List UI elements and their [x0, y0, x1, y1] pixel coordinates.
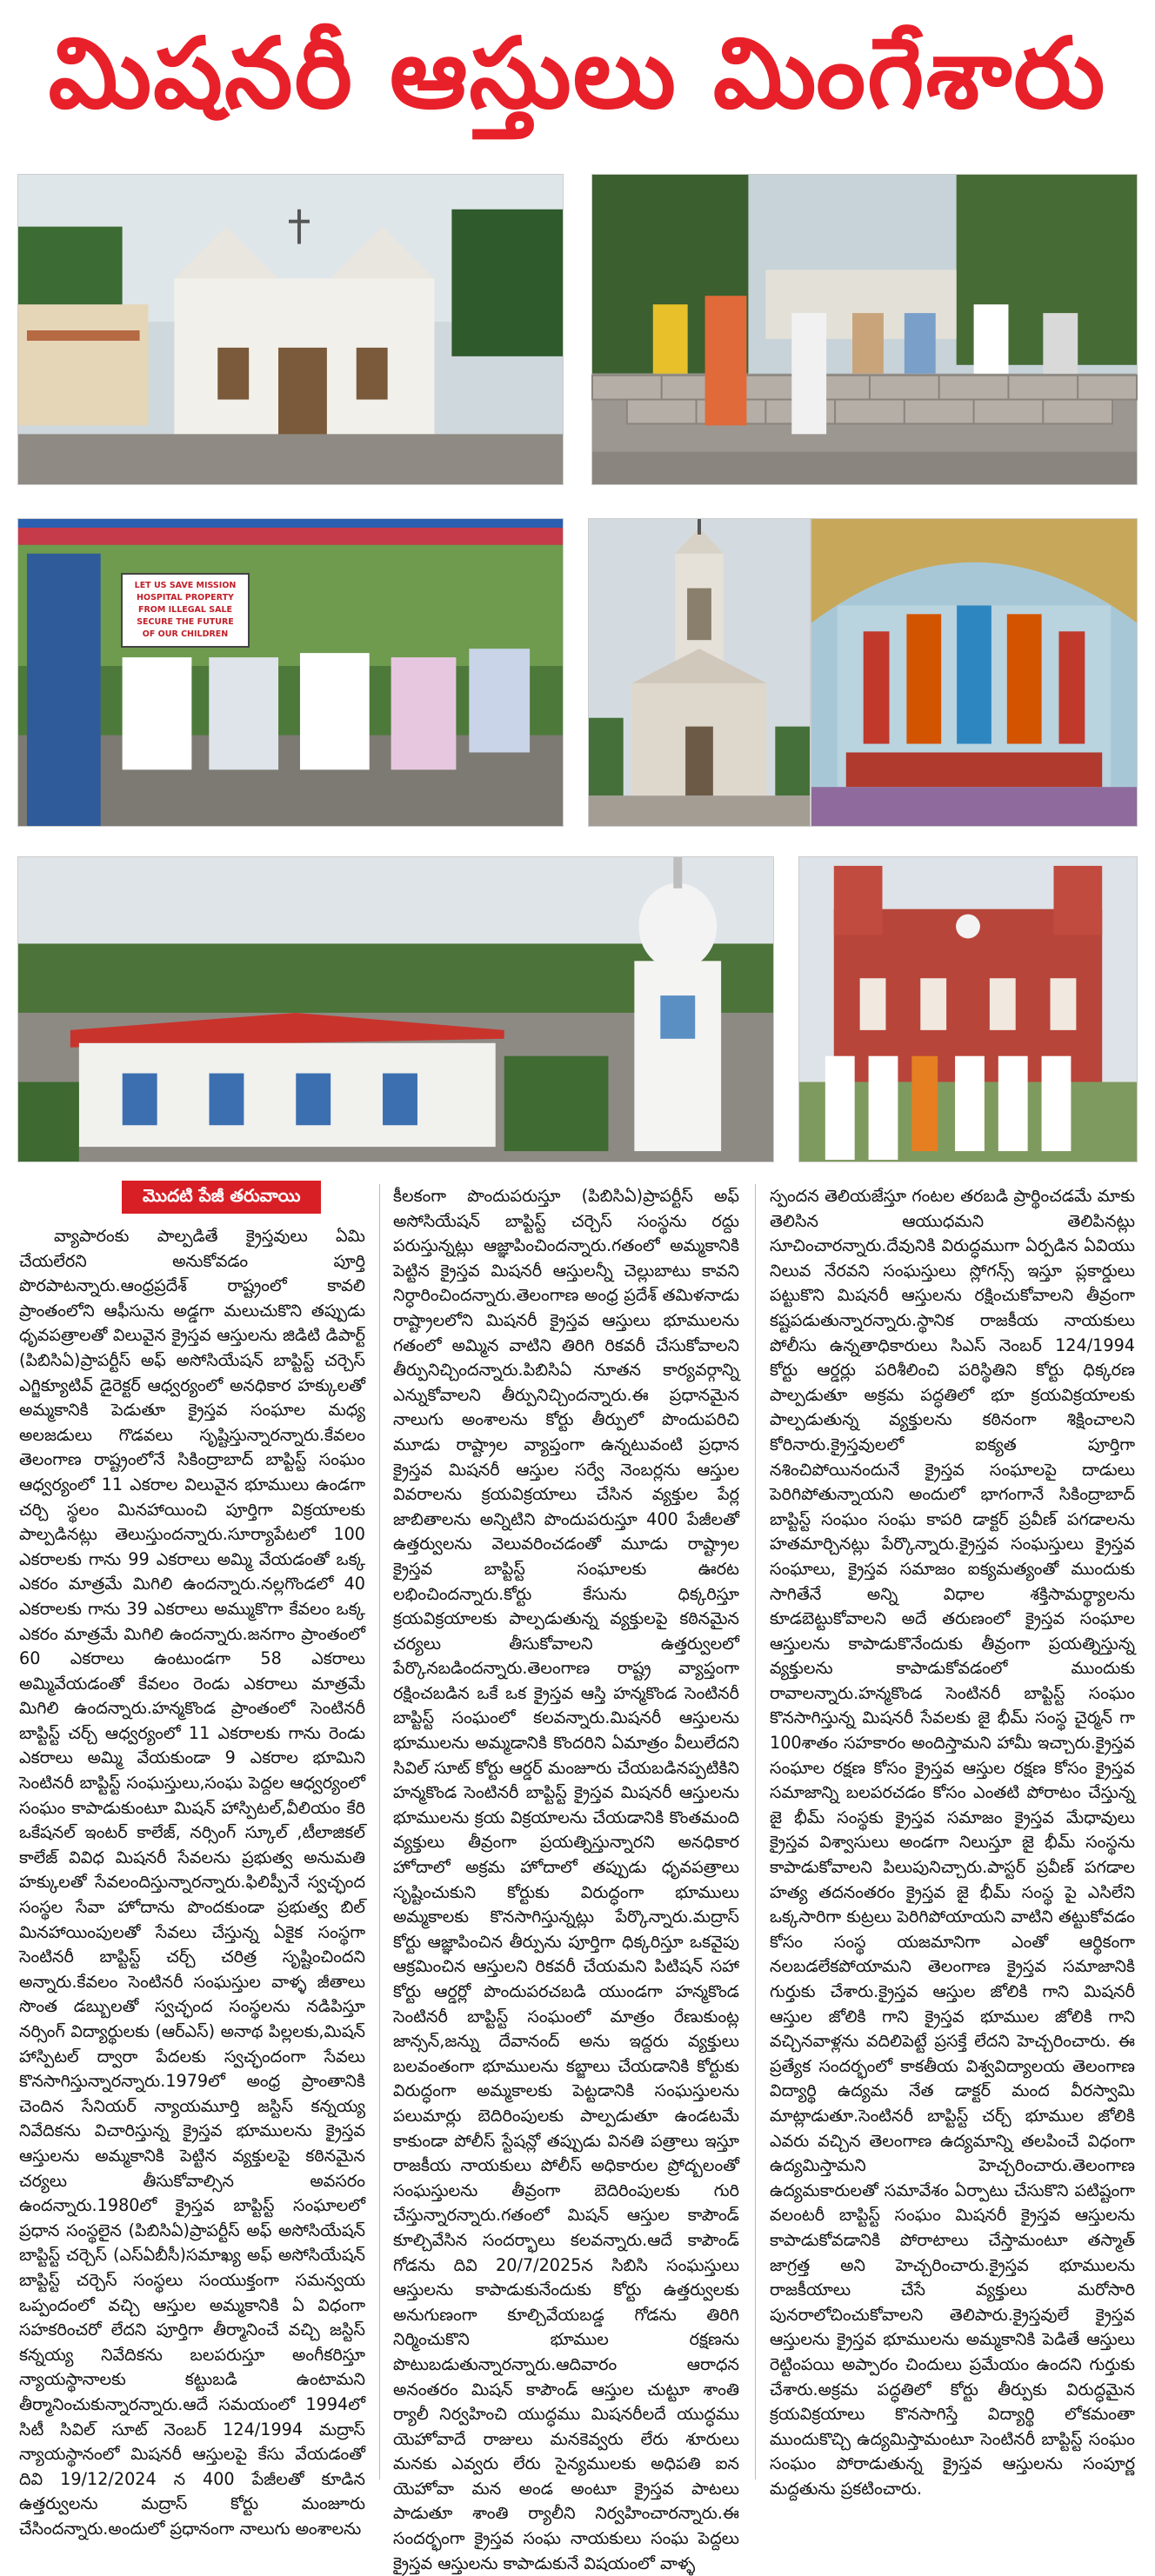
article-paragraph: కీలకంగా పొందుపరుస్తూ (పిబిసిఏ)ప్రాపర్టీస్ అఫ్ అసోసియేషన్ బాప్టిస్ట్ చర్చెస్ సంస్థను రద్దు పరుస్తున్నట్లు ఆజ్ఞాపించిందన్నారు.గతంలో అమ్మకానికి పెట్టిన క్రైస్తవ మిషనరీ ఆస్తులన్నీ చెల్లుబాటు కావని నిర్ధారించిందన్నారు.తెలంగాణ అంధ్ర ప్రదేశ్ తమిళనాడు రాష్ట్రాలలోని మిషనరీ క్రైస్తవ ఆస్తులు భూములను గతంలో అమ్మిన వాటిని తిరిగి రికవరీ చేసుకోవాలని తీర్పునిచ్చిందన్నారు.పిబిసిఏ నూతన కార్యవర్గాన్ని ఎన్నుకోవాలని తీర్పునిచ్చిందన్నారు.ఈ ప్రధానమైన నాలుగు అంశాలను కోర్టు తీర్పులో పొందుపరిచి మూడు రాష్ట్రాల వ్యాప్తంగా ఉన్నటువంటి ప్రధాన క్రైస్తవ మిషనరీ ఆస్తుల సర్వే నెంబర్లను ఆస్తుల వివరాలను క్రయవిక్రయాలు చేసిన వ్యక్తుల పేర్ల జాబితాలను అన్నిటిని పొందుపరుస్తూ 400 పేజీలతో ఉత్తర్వులను వెలువరించడంతో మూడు రాష్ట్రాల క్రైస్తవ బాప్టిస్ట్ సంఘాలకు ఊరట లభించిందన్నారు.కోర్టు కేసును ధిక్కరిస్తూ క్రయవిక్రయాలకు పాల్పడుతున్న వ్యక్తులపై కఠినమైన చర్యలు తీసుకోవాలని ఉత్తర్వులలో పేర్కొనబడిందన్నారు.తెలంగాణ రాష్ట్ర వ్యాప్తంగా రక్షించబడిన ఒకే ఒక క్రైస్తవ ఆస్తి హన్మకొండ సెంటినరీ బాప్టిస్ట్ సంఘంలో కలవన్నారు.మిషనరీ ఆస్తులను భూములను అమ్మడానికి కొందరిని ఏమాత్రం వీలులేదని సివిల్ సూట్ కోర్టు ఆర్డర్ మంజూరు చేయబడినప్పటికిని హన్మకొండ సెంటినరీ బాప్టిస్ట్ క్రైస్తవ మిషనరీ ఆస్తులను భూములను క్రయ విక్రయాలను చేయడానికి కొంతమంది వ్యక్తులు తీవ్రంగా ప్రయత్నిస్తున్నారని అనధికార హోదాలో అక్రమ హోదాలో తప్పుడు ధృవపత్రాలు సృష్టించుకుని కోర్టుకు విరుద్ధంగా భూములు అమ్మకాలకు కొనసాగిస్తున్నట్లు పేర్కొన్నారు.మద్రాస్ కోర్టు ఆజ్ఞాపించిన తీర్పును పూర్తిగా ధిక్కరిస్తూ ఒకవైపు ఆక్రమించిన ఆస్తులని రికవరీ చేయమని పిటిషన్ సహా కోర్టు ఆర్డర్లో పొందుపరచబడి యుండగా హన్మకొండ సెంటినరీ బాప్టిస్ట్ సంఘంలో మాత్రం రేణుకుంట్ల జాన్సన్,జన్ను దేవానంద్ అను ఇద్దరు వ్యక్తులు బలవంతంగా భూములను కబ్జాలు చేయడానికి కోర్టుకు విరుద్ధంగా అమ్మకాలకు పెట్టడానికి సంఘస్తులను పలుమార్లు బెదిరింపులకు పాల్పడుతూ ఉండటమే కాకుండా పోలీస్ స్టేషన్లో తప్పుడు వినతి పత్రాలు ఇస్తూ రాజకీయ నాయకులు పోలీస్ అధికారుల ప్రోద్బలంతో సంఘస్తులను తీవ్రంగా బెదిరింపులకు గురి చేస్తున్నారన్నారు.గతంలో మిషన్ ఆస్తుల కాపౌండ్ కూల్చివేసిన సందర్భాలు కలవన్నారు.ఆదే కాపౌండ్ గోడను దివి 20/7/2025న సిబిసి సంఘస్తులు ఆస్తులను కాపాడుకునేందుకు కోర్టు ఉత్తర్వులకు అనుగుణంగా కూల్చివేయబడ్డ గోడను తిరిగి నిర్మించుకొని భూముల రక్షణను పొటుబడుతున్నారన్నారు.ఆదివారం ఆరాధన అనంతరం మిషన్ కాపౌండ్ ఆస్తుల చుట్టూ శాంతి ర్యాలీ నిర్వహించి యుద్ధము మిషనరీలదే యుద్ధము యెహోవాదే రాజులు మనకెవ్వరు లేరు శూరులు మనకు ఎవ్వరు లేరు సైన్యములకు అధిపతి ఐన యెహోవా మన అండ అంటూ క్రైస్తవ పాటలు పాడుతూ శాంతి ర్యాలీని నిర్వహించారన్నారు.ఈ సందర్భంగా క్రైస్తవ సంఘ నాయకులు సంఘ పెద్దలు క్రైస్తవ ఆస్తులను కాపాడుకునే విషయంలో వాళ్ళ	[393, 1186, 739, 2573]
placard-line-5: OF OUR CHILDREN	[142, 629, 229, 639]
placard-line-1: LET US SAVE MISSION	[134, 581, 237, 590]
protest-placard	[121, 573, 250, 648]
photo-church-interior	[811, 518, 1138, 827]
article-column-3	[770, 1184, 1135, 2499]
headline: మిషనరీ ఆస్తులు మింగేశారు	[48, 17, 1107, 130]
article-column-2	[393, 1184, 739, 2573]
article-paragraph: స్పందన తెలియజేస్తూ గంటల తరబడి ప్రార్థించడమే మాకు తెలిసిన ఆయుధమని తెలిపినట్లు సూచించారన్నారు.దేవునికి విరుద్ధముగా ఏర్పడిన ఏవియు నిలువ నేరవని సంఘస్తులు స్లోగన్స్ ఇస్తూ ప్లకార్డులు పట్టుకొని మిషనరీ ఆస్తులను రక్షించుకోవాలని తీవ్రంగా కష్టపడుతున్నారన్నారు.స్థానిక రాజకీయ నాయకులు పోలీసు ఉన్నతాధికారులు సిఎస్ నెంబర్ 124/1994 కోర్టు ఆర్డర్లు పరిశీలించి పరిస్థితిని కోర్టు ధిక్కరణ పాల్పడుతూ అక్రమ పద్ధతిలో భూ క్రయవిక్రయాలకు పాల్పడుతున్న వ్యక్తులను కఠినంగా శిక్షించాలని కోరినారు.క్రైస్తవులలో ఐక్యత పూర్తిగా నశించిపోయినందునే క్రైస్తవ సంఘాలపై దాడులు పెరిగిపోతున్నాయని అందులో భాగంగానే సికింద్రాబాద్ బాప్టిస్ట్ సంఘం సంఘ కాపరి డాక్టర్ ప్రవీణ్ పగడాలను హతమార్చినట్లు పేర్కొన్నారు.క్రైస్తవ సంఘస్తులు క్రైస్తవ సంఘాలు, క్రైస్తవ సమాజం ఐక్యమత్యంతో ముందుకు సాగితేనే అన్ని విధాల శక్తిసామర్థ్యాలను కూడబెట్టుకోవాలని అదే తరుణంలో క్రైస్తవ సంఘాల ఆస్తులను కాపాడుకొనేందుకు తీవ్రంగా ప్రయత్నిస్తున్న వ్యక్తులను కాపాడుకోవడంలో ముందుకు రావాలన్నారు.హన్మకొండ సెంటినరీ బాప్టిస్ట్ సంఘం కొనసాగిస్తున్న మిషనరీ సేవలకు జై భీమ్ సంస్థ చైర్మన్ గా 100శాతం సహకారం అందిస్తామని హామీ ఇచ్చారు.క్రైస్తవ సంఘాల రక్షణ కోసం క్రైస్తవ ఆస్తుల రక్షణ కోసం క్రైస్తవ సమాజాన్ని బలపరచడం కోసం ఎంతటి పోరాటం చేస్తున్న జై భీమ్ సంస్థకు క్రైస్తవ సమాజం క్రైస్తవ మేధావులు క్రైస్తవ విశ్వాసులు అండగా నిలుస్తూ జై భీమ్ సంస్థను కాపాడుకోవాలని పిలుపునిచ్చారు.పాస్టర్ ప్రవీణ్ పగడాల హత్య తదనంతరం క్రైస్తవ జై భీమ్ సంస్థ పై ఎసిలేని ఒక్కసారిగా కుట్రలు పెరిగిపోయాయని వాటిని తట్టుకోవడం కోసం సంస్థ యజమానిగా ఎంతో ఆర్థికంగా నలబడలేకపోయామని తెలంగాణ క్రైస్తవ సమాజానికి గుర్తుకు చేశారు.క్రైస్తవ ఆస్తుల జోలికి గాని మిషనరీ ఆస్తుల జోలికి గాని క్రైస్తవ భూముల జోలికి గాని వచ్చినవాళ్లను వదిలిపెట్టే ప్రసక్తే లేదని హెచ్చరించారు. ఈ ప్రత్యేక సందర్భంలో కాకతీయ విశ్వవిద్యాలయ తెలంగాణ విద్యార్థి ఉద్యమ నేత డాక్టర్ మంద వీరస్వామి మాట్లాడుతూ.సెంటినరీ బాప్టిస్ట్ చర్చ్ భూముల జోలికి ఎవరు వచ్చిన తెలంగాణ ఉద్యమాన్ని తలపించే విధంగా ఉద్యమిస్తామని హెచ్చరించారు.తెలంగాణ ఉద్యమకారులతో సమావేశం ఏర్పాటు చేసుకొని పటిష్టంగా వలంటరీ బాప్టిస్ట్ సంఘం మిషనరీ క్రైస్తవ ఆస్తులను కాపాడుకోవడానికి పోరాటాలు చేస్తామంటూ తస్మాత్ జాగ్రత్త అని హెచ్చరించారు.క్రైస్తవ భూములను రాజకీయాలు చేసే వ్యక్తులు మరోసారి పునరాలోచించుకోవాలని తెలిపారు.క్రైస్తవులే క్రైస్తవ ఆస్తులను క్రైస్తవ భూములను అమ్మకానికి పెడితే ఆస్తులు రెట్టింపయి అప్పారం చిందులు ప్రమేయం ఉందని గుర్తుకు చేశారు.అక్రమ పద్ధతిలో కోర్టు తీర్పుకు విరుద్ధమైన క్రయవిక్రయాలు కొనసాగిస్తే విద్యార్థి లోకమంతా ముందుకొచ్చి ఉద్యమిస్తామంటూ సెంటినరీ బాప్టిస్ట్ సంఘం సంఘం పోరాడుతున్న క్రైస్తవ ఆస్తులను సంపూర్ణ మద్దతును ప్రకటించారు.	[770, 1186, 1135, 2499]
photo-church-tower	[588, 518, 811, 827]
headline-banner	[0, 0, 1155, 148]
article-paragraph: వ్యాపారంకు పాల్పడితే క్రైస్తవులు ఏమి చేయలేరని అనుకోవడం పూర్తి పొరపాటన్నారు.ఆంధ్రప్రదేశ్ రాష్ట్రంలో కావలి ప్రాంతంలోని ఆఫీసును అడ్డగా మలుచుకొని తప్పుడు ధృవపత్రాలతో విలువైన క్రైస్తవ ఆస్తులను జిడిటి డిపార్ట్ (పిబిసిఏ)ప్రాపర్టీస్ అఫ్ అసోసియేషన్ బాప్టిస్ట్ చర్చెస్ ఎగ్జిక్యూటివ్ డైరెక్టర్ ఆధ్వర్యంలో అనధికార హక్కులతో అమ్మకానికి పెడుతూ క్రైస్తవ సంఘాల మధ్య అలజడులు గొడవలు సృష్టిస్తున్నారన్నారు.కేవలం తెలంగాణ రాష్ట్రంలోనే సికింద్రాబాద్ బాప్టిస్ట్ సంఘం ఆధ్వర్యంలో 11 ఎకరాల విలువైన భూములు ఉండగా చర్చి స్థలం మినహాయించి పూర్తిగా విక్రయాలకు పాల్పడినట్లు తెలుస్తుందన్నారు.సూర్యాపేటలో 100 ఎకరాలకు గాను 99 ఎకరాలు అమ్మి వేయడంతో ఒక్క ఎకరం మాత్రమే మిగిలి ఉందన్నారు.నల్లగొండలో 40 ఎకరాలకు గాను 39 ఎకరాలు అమ్ముకొగా కేవలం ఒక్క ఎకరం మాత్రమే మిగిలి ఉందన్నారు.జనగాం ప్రాంతంలో 60 ఎకరాలు ఉంటుండగా 58 ఎకరాలు అమ్మివేయడంతో కేవలం రెండు ఎకరాలు మాత్రమే మిగిలి ఉందన్నారు.హన్మకొండ ప్రాంతంలో సెంటినరీ బాప్టిస్ట్ చర్చ్ ఆధ్వర్యంలో 11 ఎకరాలకు గాను రెండు ఎకరాలు అమ్మి వేయకుండా 9 ఎకరాల భూమిని సెంటినరీ బాప్టిస్ట్ సంఘస్తులు,సంఘ పెద్దల ఆధ్వర్యంలో సంఘం కాపాడుకుంటూ మిషన్ హాస్పిటల్,వీలియం కేరి ఒకేషనల్ ఇంటర్ కాలేజ్, నర్సింగ్ స్కూల్ ,టీలాజికల్ కాలేజ్ వివిధ మిషనరీ సేవలను ప్రభుత్వ అనుమతి హక్కులతో సేవలందిస్తున్నారన్నారు.ఫిలిప్పీనే స్వచ్ఛంద సంస్థల సేవా హోదాను పొందకుండా ప్రభుత్వ బిల్ మినహాయింపులతో సేవలు చేస్తున్న ఏకైక సంస్థగా సెంటినరీ బాప్టిస్ట్ చర్చ్ చరిత్ర సృష్టించిందని అన్నారు.కేవలం సెంటినరీ సంఘస్తుల వాళ్ళ జీతాలు సొంత డబ్బులతో స్వచ్ఛంద సంస్థలను నడిపిస్తూ నర్సింగ్ విద్యార్థులకు (ఆర్ఎస్) అనాథ పిల్లలకు,మిషన్ హాస్పిటల్ ద్వారా పేదలకు స్వచ్ఛందంగా సేవలు కొనసాగిస్తున్నారన్నారు.1979లో అంధ్ర ప్రాంతానికి చెందిన సేనియర్ న్యాయమూర్తి జస్టిస్ కన్నయ్య నివేదికను విచారిస్తున్న క్రైస్తవ భూములను క్రైస్తవ ఆస్తులను అమ్మకానికి పెట్టిన వ్యక్తులపై కఠినమైన చర్యలు తీసుకోవాల్సిన అవసరం ఉందన్నారు.1980లో క్రైస్తవ బాప్టిస్ట్ సంఘాలలో ప్రధాన సంస్థలైన (పిబిసిఏ)ప్రాపర్టీస్ అఫ్ అసోసియేషన్ బాప్టిస్ట్ చర్చెస్ (ఎస్ఏబీసీ)సమాఖ్య అఫ్ అసోసియేషన్ బాప్టిస్ట్ చర్చెస్ సంస్థలు సంయుక్తంగా సమన్వయ ఒప్పందంలో వచ్చి ఆస్తుల అమ్మకానికి ఏ విధంగా సహకరించరో లేదని పూర్తిగా తీర్మానించే వచ్చి జస్టిస్ కన్నయ్య నివేదికను బలపరుస్తూ అంగీకరిస్తూ న్యాయస్థానాలకు కట్టుబడి ఉంటామని తీర్మానించుకున్నారన్నారు.ఆదే సమయంలో 1994లో సిటీ సివిల్ సూట్ నెంబర్ 124/1994 మద్రాస్ న్యాయస్థానంలో మిషనరీ ఆస్తులపై కేసు వేయడంతో దివి 19/12/2024 న 400 పేజీలతో కూడిన ఉత్తర్వులను మద్రాస్ కోర్టు మంజూరు చేసిందన్నారు.అందులో ప్రధానంగా నాలుగు అంశాలను	[19, 1226, 365, 2539]
continued-from-front-page-tag: మొదటి పేజీ తరువాయి	[122, 1181, 321, 1214]
column-divider	[755, 1184, 756, 2479]
placard-line-2: HOSPITAL PROPERTY	[137, 593, 234, 602]
photo-workers-wall	[591, 174, 1138, 485]
placard-line-4: SECURE THE FUTURE	[137, 617, 234, 627]
photo-protest-placards	[17, 518, 564, 827]
placard-line-3: FROM ILLEGAL SALE	[137, 605, 233, 615]
photo-red-church-clergy	[798, 856, 1138, 1162]
column-divider	[379, 1184, 380, 2479]
article-column-1	[19, 1224, 365, 2539]
photo-church-twin-domes	[17, 174, 564, 485]
photo-campus-buildings	[17, 856, 774, 1162]
